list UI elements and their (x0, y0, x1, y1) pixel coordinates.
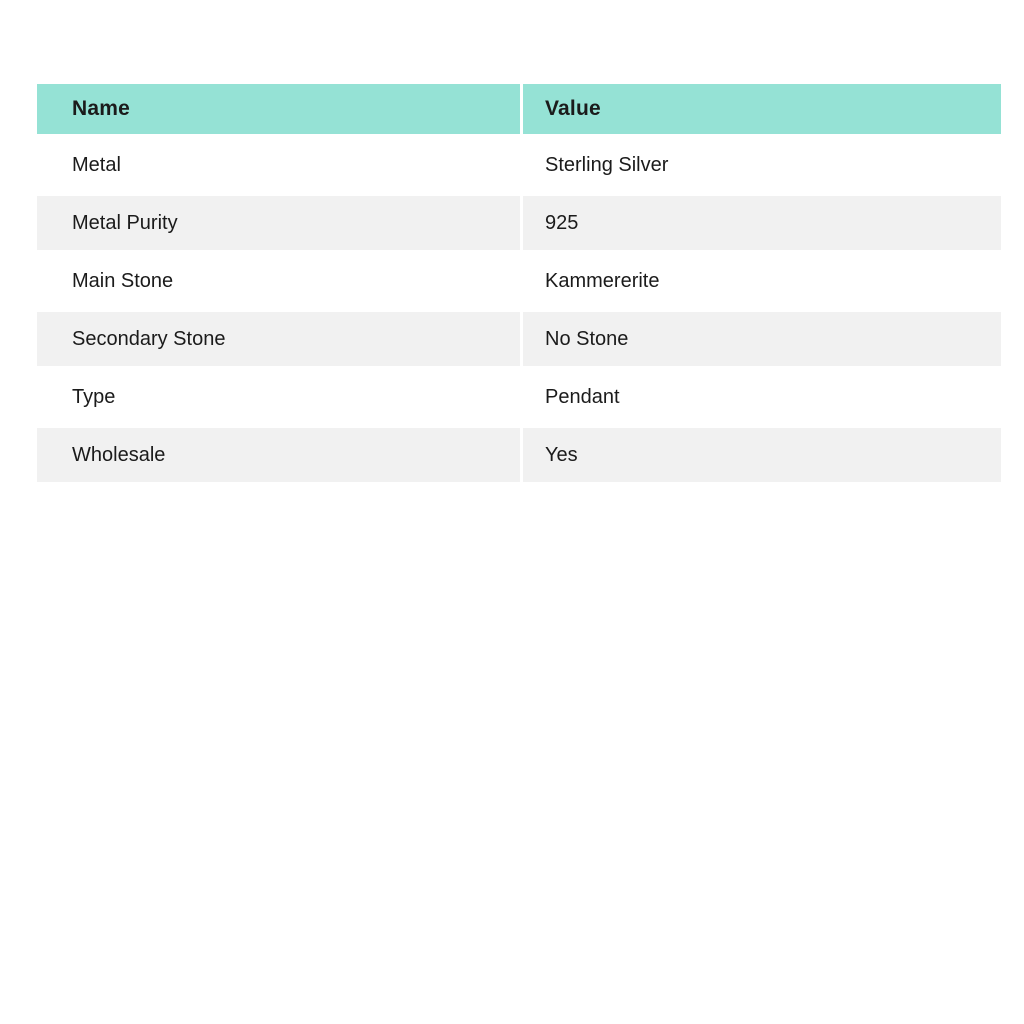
header-value-cell: Value (523, 84, 1001, 134)
table-row (37, 136, 1001, 194)
attribute-name-cell: Metal Purity (37, 194, 520, 252)
attribute-value-cell: Pendant (545, 385, 620, 408)
attribute-value-cell: Yes (523, 426, 1001, 484)
attribute-value-cell: 925 (523, 194, 1001, 252)
attribute-name-cell: Secondary Stone (37, 310, 520, 368)
table-row (37, 310, 1001, 368)
product-attributes-table (37, 84, 1001, 484)
attribute-value-cell: Kammererite (545, 269, 660, 292)
attribute-name-cell: Metal (72, 153, 121, 176)
table-row (37, 252, 1001, 310)
attribute-value-cell: Sterling Silver (545, 153, 669, 176)
table-row (37, 368, 1001, 426)
header-name-cell: Name (37, 84, 520, 134)
attribute-name-cell: Type (72, 385, 116, 408)
attribute-name-cell: Main Stone (72, 269, 174, 292)
table-row (37, 426, 1001, 484)
table-row (37, 194, 1001, 252)
attribute-name-cell: Wholesale (37, 426, 520, 484)
attribute-value-cell: No Stone (523, 310, 1001, 368)
table-header-row (37, 84, 1001, 134)
